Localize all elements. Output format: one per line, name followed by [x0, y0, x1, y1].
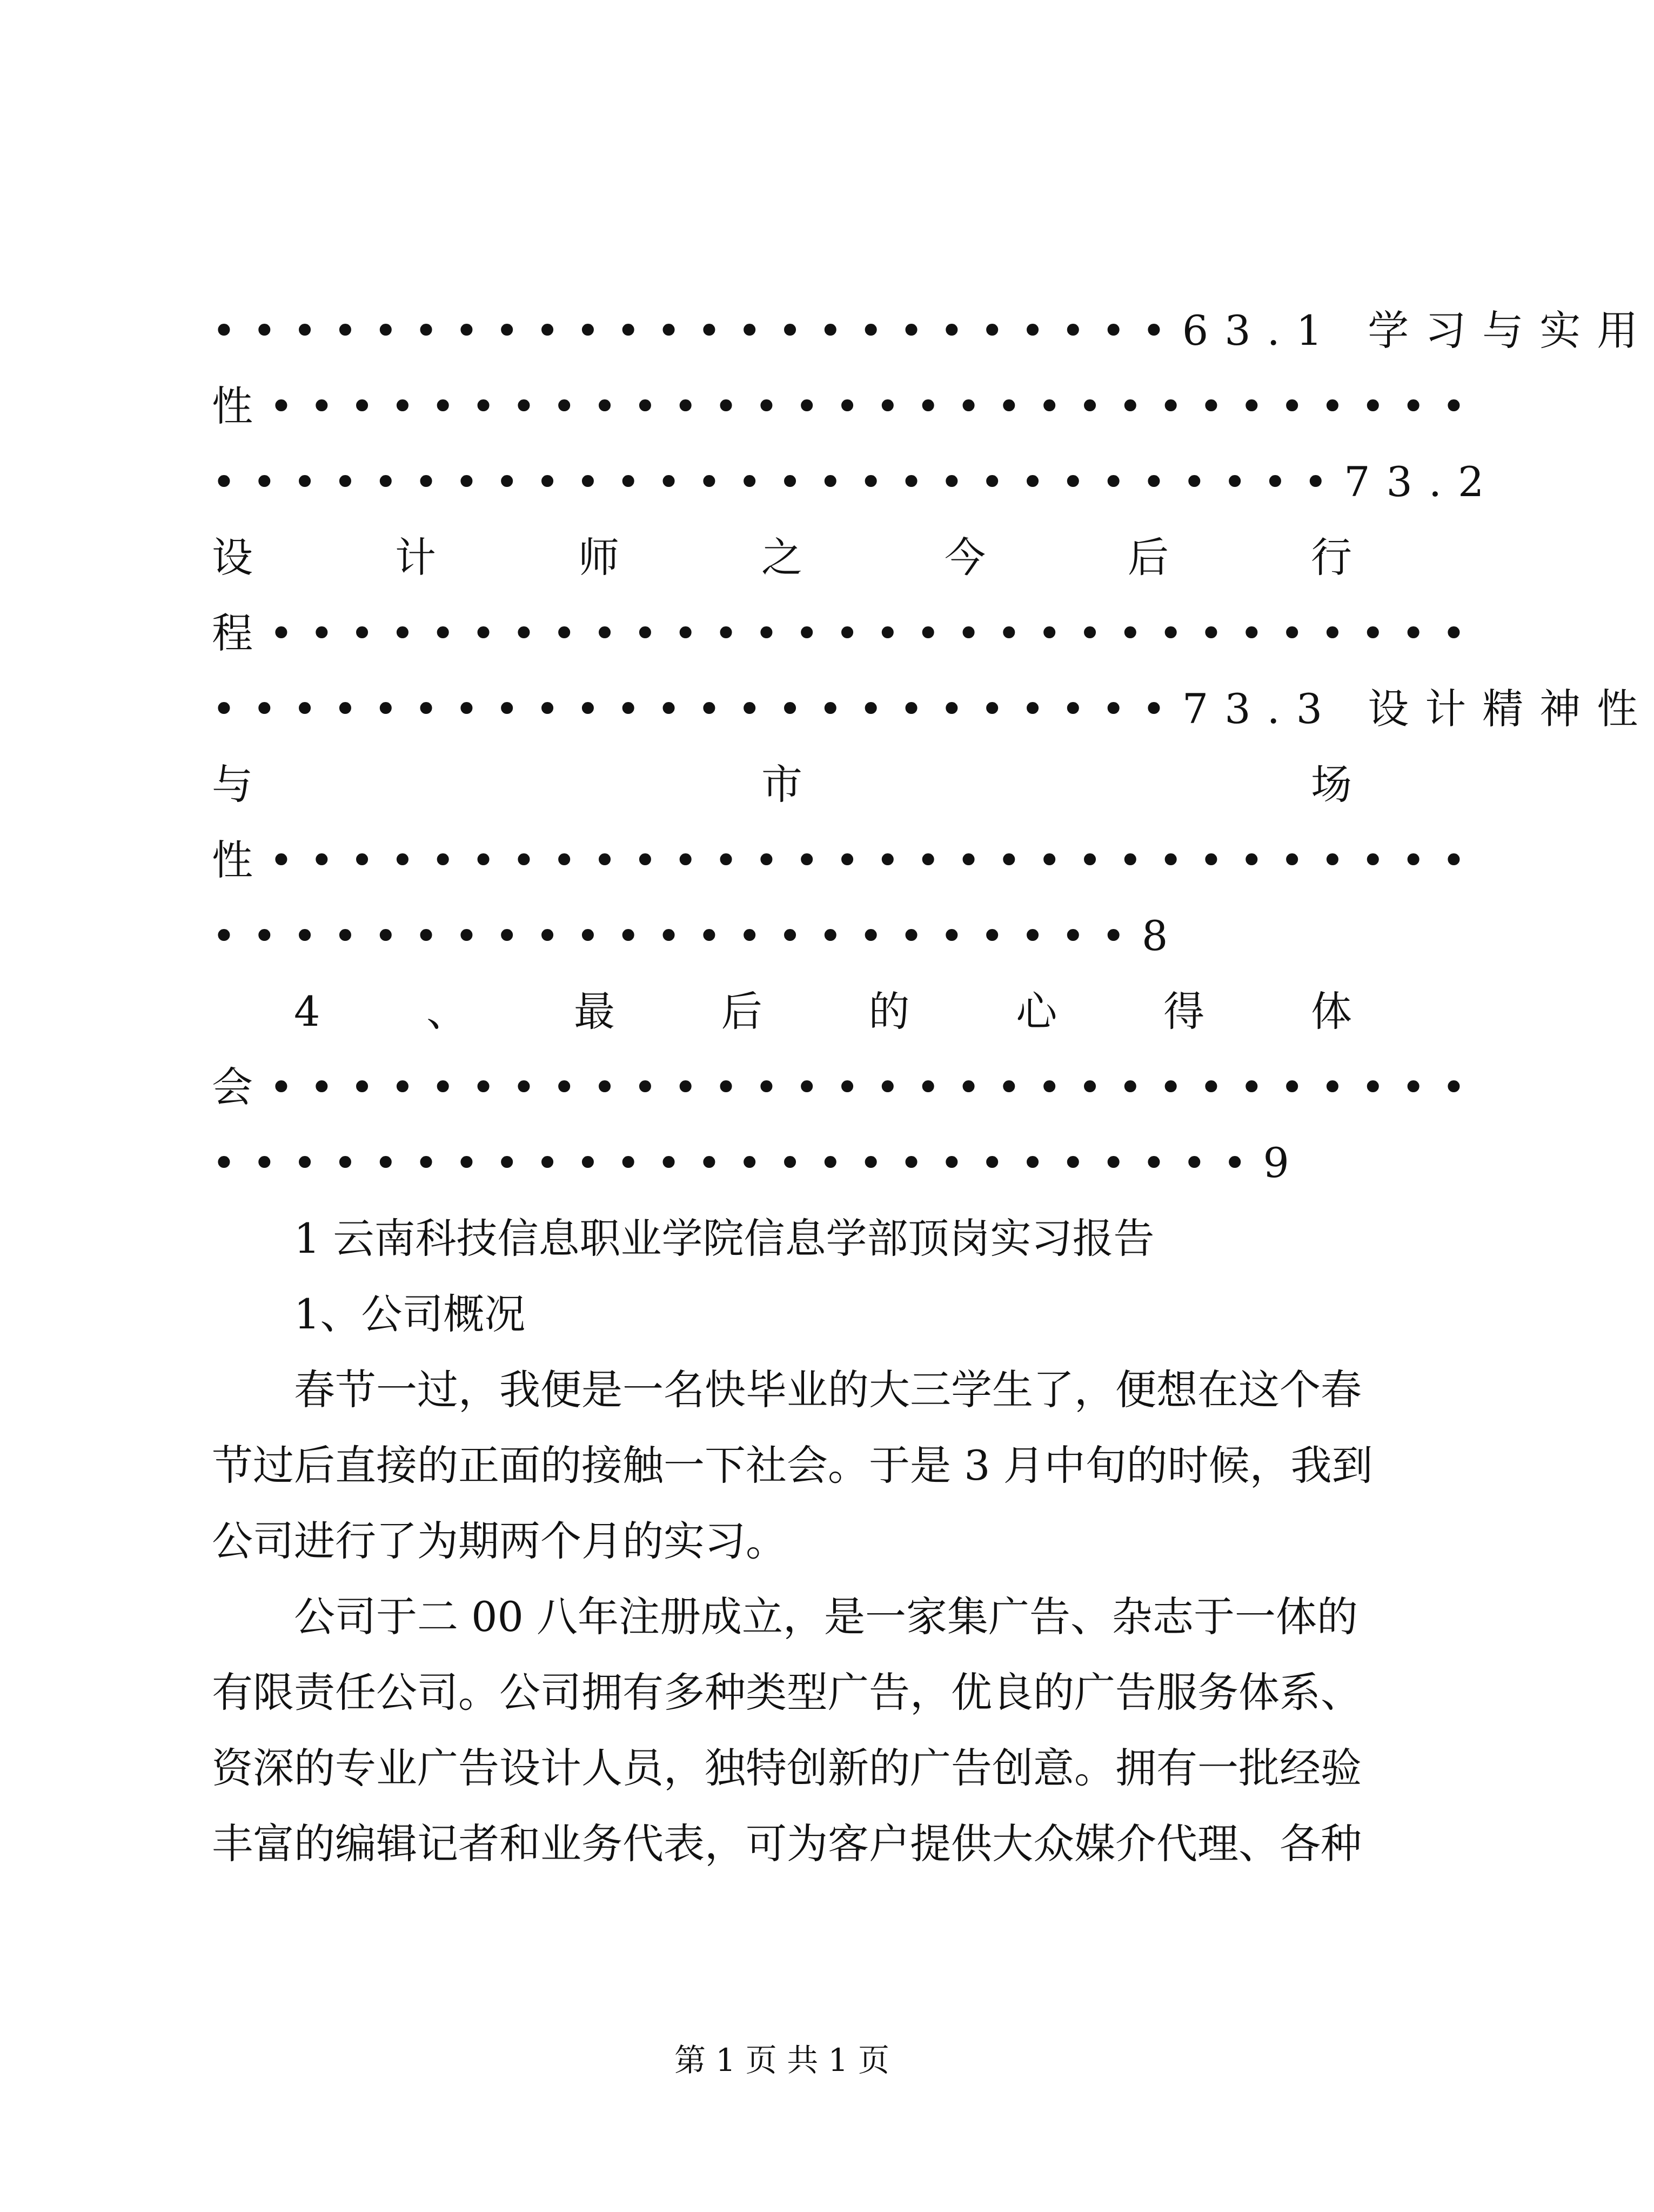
paragraph-line: 公司进行了为期两个月的实习。 — [212, 1517, 787, 1565]
toc-char: 设 — [212, 533, 253, 582]
toc-line-9: •••••••••••••••••••••••8 — [212, 912, 1184, 960]
paragraph-line: 公司于二 00 八年注册成立，是一家集广告、杂志于一体的 — [294, 1593, 1358, 1641]
toc-char: 场 — [1311, 760, 1352, 808]
toc-line-1: ••••••••••••••••••••••••63.1 学习与实用 — [212, 306, 1654, 355]
toc-line-11: 会•••••••••••••••••••••••••••••• — [212, 1063, 1482, 1111]
paragraph-line: 节过后直接的正面的接触一下社会。于是 3 月中旬的时候，我到 — [212, 1441, 1373, 1489]
toc-char: 体 — [1310, 987, 1352, 1035]
paragraph-line: 丰富的编辑记者和业务代表，可为客户提供大众媒介代理、各种 — [212, 1820, 1362, 1868]
toc-char: 最 — [573, 987, 615, 1035]
page-footer: 第 1 页 共 1 页 — [674, 2042, 889, 2079]
toc-char: 师 — [578, 533, 619, 582]
toc-line-6: ••••••••••••••••••••••••73.3 设计精神性 — [212, 685, 1654, 733]
paragraph-line: 有限责任公司。公司拥有多种类型广告，优良的广告服务体系、 — [212, 1668, 1362, 1716]
paragraph-line: 春节一过，我便是一名快毕业的大三学生了，便想在这个春 — [294, 1366, 1362, 1414]
paragraph-line: 资深的专业广告设计人员，独特创新的广告创意。拥有一批经验 — [212, 1744, 1362, 1792]
toc-char: 后 — [721, 987, 762, 1035]
toc-line-3: ••••••••••••••••••••••••••••73.2 — [212, 458, 1501, 506]
toc-char: 心 — [1016, 987, 1057, 1035]
toc-line-10 — [212, 979, 1352, 1044]
toc-line-2: 性•••••••••••••••••••••••••••••• — [212, 382, 1482, 430]
toc-line-7 — [212, 752, 1352, 817]
report-title: 1 云南科技信息职业学院信息学部顶岗实习报告 — [294, 1214, 1155, 1262]
toc-char: 后 — [1128, 533, 1169, 582]
toc-char: 今 — [945, 533, 986, 582]
toc-line-5: 程•••••••••••••••••••••••••••••• — [212, 609, 1482, 657]
toc-line-4 — [212, 525, 1352, 590]
toc-char: 与 — [212, 760, 253, 808]
toc-char: 的 — [868, 987, 910, 1035]
toc-char: 行 — [1311, 533, 1352, 582]
toc-char: 4 — [294, 987, 320, 1035]
toc-line-12: ••••••••••••••••••••••••••9 — [212, 1139, 1305, 1187]
toc-char: 、 — [426, 987, 468, 1035]
toc-char: 之 — [761, 533, 802, 582]
toc-char: 计 — [395, 533, 436, 582]
toc-char: 得 — [1163, 987, 1205, 1035]
section-heading: 1、公司概况 — [294, 1290, 526, 1338]
toc-char: 市 — [761, 760, 802, 808]
toc-line-8: 性•••••••••••••••••••••••••••••• — [212, 836, 1482, 884]
